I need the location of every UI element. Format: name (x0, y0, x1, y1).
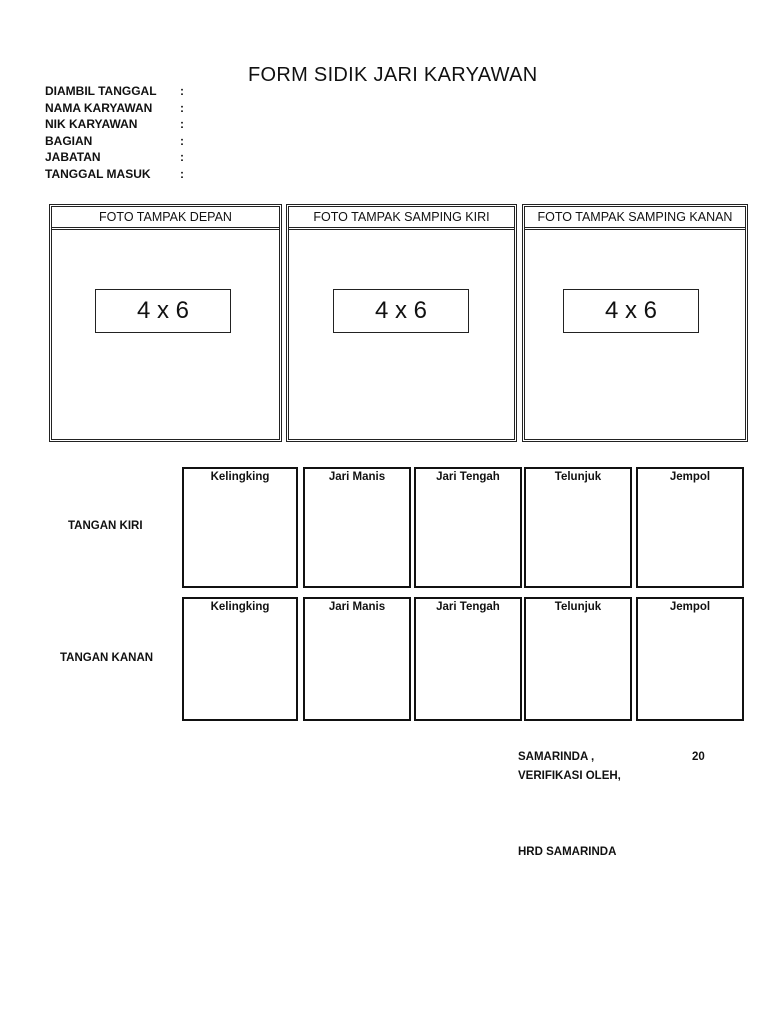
field-colon: : (180, 100, 184, 115)
fingerprint-box-right-telunjuk: Telunjuk (524, 597, 632, 721)
fingerprint-box-right-kelingking: Kelingking (182, 597, 298, 721)
fingerprint-box-right-jari-tengah: Jari Tengah (414, 597, 522, 721)
field-diambil-tanggal (45, 83, 184, 100)
field-nama-karyawan (45, 100, 184, 117)
field-colon: : (180, 84, 184, 99)
fingerprint-box-right-jari-manis: Jari Manis (303, 597, 411, 721)
field-nik-karyawan (45, 116, 184, 133)
signature-signer: HRD SAMARINDA (518, 846, 617, 858)
field-jabatan (45, 149, 184, 166)
photo-header: FOTO TAMPAK SAMPING KIRI (289, 207, 514, 230)
field-label: NAMA KARYAWAN (45, 100, 153, 115)
fingerprint-box-left-jari-tengah: Jari Tengah (414, 467, 522, 588)
signature-year: 20 (692, 751, 705, 763)
employee-fields (45, 83, 184, 182)
field-label: DIAMBIL TANGGAL (45, 84, 157, 99)
photo-box-front (49, 204, 282, 442)
photo-size-box: 4 x 6 (563, 289, 699, 333)
field-label: TANGGAL MASUK (45, 166, 151, 181)
hand-label-left: TANGAN KIRI (68, 520, 143, 532)
photo-header: FOTO TAMPAK SAMPING KANAN (525, 207, 745, 230)
photo-size-box: 4 x 6 (333, 289, 469, 333)
photo-box-left-side (286, 204, 517, 442)
signature-verified-by: VERIFIKASI OLEH, (518, 770, 621, 782)
field-label: JABATAN (45, 150, 101, 165)
hand-label-right: TANGAN KANAN (60, 652, 154, 664)
photo-box-right-side (522, 204, 748, 442)
field-colon: : (180, 133, 184, 148)
field-label: BAGIAN (45, 133, 93, 148)
field-label: NIK KARYAWAN (45, 117, 138, 132)
fingerprint-box-left-telunjuk: Telunjuk (524, 467, 632, 588)
fingerprint-box-left-jempol: Jempol (636, 467, 744, 588)
photo-size-box: 4 x 6 (95, 289, 231, 333)
field-colon: : (180, 150, 184, 165)
fingerprint-box-left-jari-manis: Jari Manis (303, 467, 411, 588)
fingerprint-box-left-kelingking: Kelingking (182, 467, 298, 588)
signature-place: SAMARINDA , (518, 751, 595, 763)
photo-header: FOTO TAMPAK DEPAN (52, 207, 279, 230)
field-tanggal-masuk (45, 166, 184, 183)
field-colon: : (180, 117, 184, 132)
fingerprint-box-right-jempol: Jempol (636, 597, 744, 721)
field-colon: : (180, 166, 184, 181)
form-title: FORM SIDIK JARI KARYAWAN (248, 64, 538, 86)
field-bagian (45, 133, 184, 150)
